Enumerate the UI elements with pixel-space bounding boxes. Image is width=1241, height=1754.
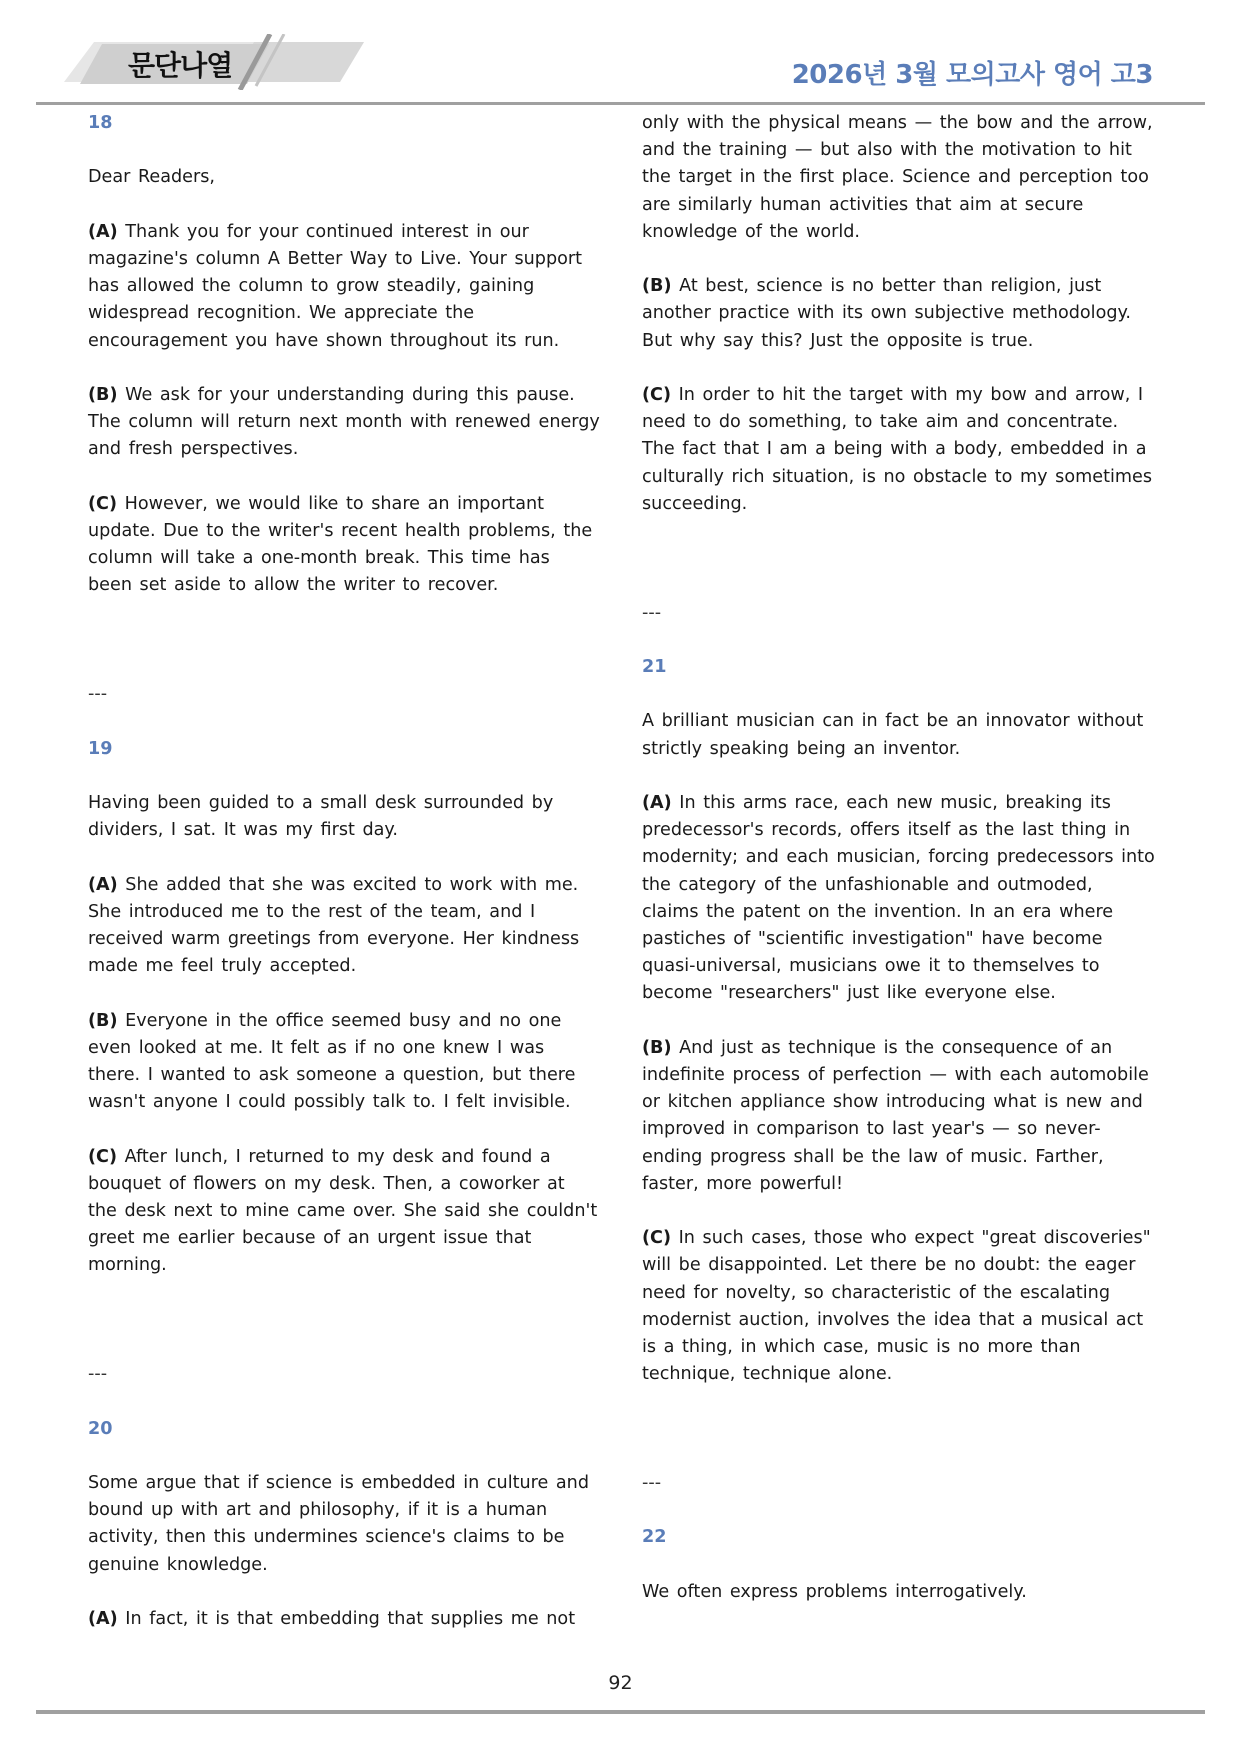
right-column (642, 110, 1156, 1606)
question-number-21: 21 (642, 657, 667, 677)
q21-paragraph-b (642, 1035, 1156, 1198)
question-number-20: 20 (88, 1418, 113, 1439)
q19-text-b: Everyone in the office seemed busy and no one even looked at me. It felt as if no one knew I was there. I wanted to ask someone a question, but there wasn't anyone I could possibly talk to. I felt invisible. (88, 1010, 576, 1113)
q21-paragraph-c (642, 1225, 1156, 1388)
q19-paragraph-c (88, 1144, 600, 1280)
separator: --- (88, 684, 108, 705)
question-number-22: 22 (642, 1527, 667, 1548)
separator: --- (642, 602, 662, 623)
q19-text-c: After lunch, I returned to my desk and found a bouquet of flowers on my desk. Then, a coworker at the desk next to mine came over. She said she couldn't greet me earlier because of an urgent issue that morning. (88, 1146, 598, 1276)
footer-divider (36, 1710, 1205, 1714)
q18-text-b: We ask for your understanding during this pause. The column will return next month with renewed energy and fresh perspectives. (88, 384, 600, 460)
q20-text-c: In order to hit the target with my bow and arrow, I need to do something, to take aim and concentrate. The fact that I am a being with a body, embedded in a culturally rich situation, is no obstacle to my sometimes succeeding. (642, 385, 1152, 514)
q19-paragraph-b (88, 1008, 600, 1117)
q18-label-c: (C) (88, 493, 117, 514)
q21-label-a: (A) (642, 792, 672, 813)
q22-intro: We often express problems interrogatively. (642, 1581, 1027, 1602)
q18-text-a: Thank you for your continued interest in our magazine's column A Better Way to Live. Your support has allowed the column to grow steadily, gaining widespread recognition. We appreciate the encouragement you have shown throughout its run. (88, 221, 583, 351)
q18-paragraph-b (88, 382, 600, 464)
exam-title: 2026년 3월 모의고사 영어 고3 (791, 60, 1153, 90)
q19-label-c: (C) (88, 1146, 117, 1167)
q21-text-b: And just as technique is the consequence of an indefinite process of perfection — with each automobile or kitchen appliance show introducing what is new and improved in comparison to last year's — so never-ending progress shall be the law of music. Farther, faster, more powerful! (642, 1037, 1149, 1194)
q19-label-b: (B) (88, 1010, 118, 1031)
q18-label-a: (A) (88, 221, 118, 242)
q18-text-c: However, we would like to share an important update. Due to the writer's recent health problems, the column will take a one-month break. This time has been set aside to allow the writer to recover. (88, 493, 593, 596)
section-title: 문단나열 (128, 49, 233, 82)
q18-paragraph-c (88, 491, 600, 600)
q19-intro: Having been guided to a small desk surrounded by dividers, I sat. It was my first day. (88, 792, 554, 841)
q18-intro: Dear Readers, (88, 167, 216, 188)
q21-label-b: (B) (642, 1037, 672, 1058)
q18-label-b: (B) (88, 384, 118, 405)
question-number-19: 19 (88, 738, 113, 759)
q20-paragraph-a-cont: only with the physical means — the bow and the arrow, and the training — but also with the motivation to hit the target in the first place. Science and perception too are similarly human activities that aim at secure knowledge of the world. (642, 113, 1153, 242)
q21-label-c: (C) (642, 1228, 671, 1249)
page-number: 92 (608, 1672, 633, 1694)
q21-text-c: In such cases, those who expect "great discoveries" will be disappointed. Let there be no doubt: the eager need for novelty, so characteristic of the escalating modernist auction, involves the idea that a musical act is a thing, in which case, music is no more than technique, technique alone. (642, 1228, 1151, 1385)
q21-text-a: In this arms race, each new music, breaking its predecessor's records, offers itself as the last thing in modernity; and each musician, forcing predecessors into the category of the unfashionable and outmoded, claims the patent on the invention. In an era where pastiches of "scientific investigation" have become quasi-universal, musicians owe it to themselves to become "researchers" just like everyone else. (642, 792, 1155, 1004)
q20-label-b: (B) (642, 276, 672, 297)
left-column (88, 110, 600, 1633)
separator: --- (88, 1364, 108, 1385)
separator: --- (642, 1473, 662, 1494)
q19-label-a: (A) (88, 874, 118, 895)
q19-paragraph-a (88, 872, 600, 981)
question-number-18: 18 (88, 113, 113, 133)
q20-intro: Some argue that if science is embedded in culture and bound up with art and philosophy, if it is a human activity, then this undermines science's claims to be genuine knowledge. (88, 1472, 589, 1575)
header-divider (36, 102, 1205, 105)
q19-text-a: She added that she was excited to work with me. She introduced me to the rest of the team, and I received warm greetings from everyone. Her kindness made me feel truly accepted. (88, 874, 580, 977)
q20-label-a: (A) (88, 1608, 118, 1629)
q21-intro: A brilliant musician can in fact be an innovator without strictly speaking being an inventor. (642, 711, 1144, 759)
q18-paragraph-a (88, 219, 600, 355)
q20-label-c: (C) (642, 385, 671, 405)
q20-paragraph-a-start (88, 1606, 600, 1633)
q20-text-a-start: In fact, it is that embedding that supplies me not (125, 1608, 576, 1629)
q20-paragraph-c (642, 382, 1156, 518)
q20-paragraph-b (642, 273, 1156, 355)
q21-paragraph-a (642, 790, 1156, 1008)
q20-text-b: At best, science is no better than religion, just another practice with its own subjective methodology. But why say this? Just the opposite is true. (642, 276, 1131, 351)
